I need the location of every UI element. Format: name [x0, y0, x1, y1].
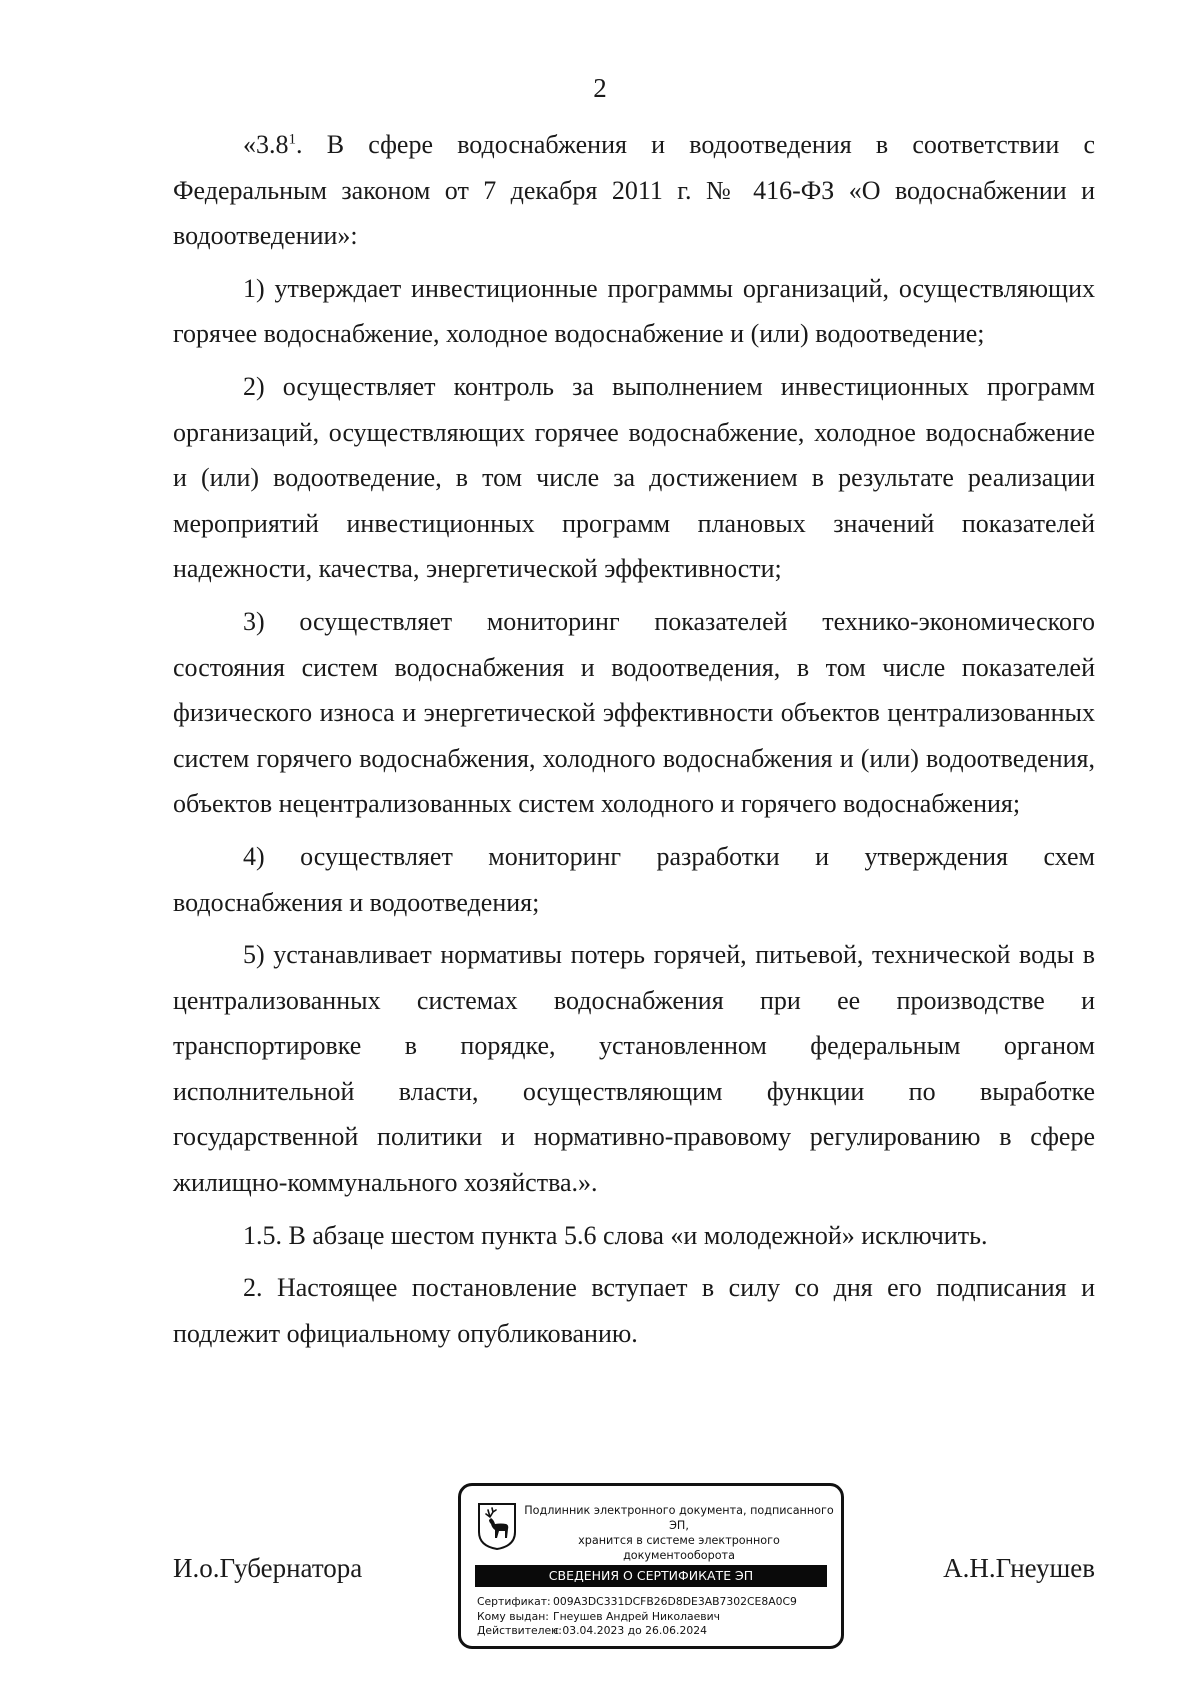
valid-value: с 03.04.2023 до 26.06.2024	[553, 1624, 707, 1637]
signatory-name: А.Н.Гнеушев	[943, 1553, 1095, 1583]
paragraph-text: . В сфере водоснабжения и водоотведения в соответствии с Федеральным законом от 7 декабря 2011 г. № 416-ФЗ «О водоснабжении и водоотведении»:	[173, 130, 1095, 251]
superscript: 1	[288, 131, 296, 148]
valid-label: Действителен:	[477, 1624, 562, 1637]
page-number: 2	[593, 73, 607, 103]
paragraph-item-2: 2) осуществляет контроль за выполнением инвестиционных программ организаций, осуществляющих горячее водоснабжение, холодное водоснабжение и (или) водоотведение, в том числе за достижением в результате реализации мероприятий инвестиционных программ плановых значений показателей надежности, качества, энергетической эффективности;	[173, 371, 1095, 584]
certificate-info	[477, 1595, 797, 1639]
electronic-signature-stamp	[458, 1483, 844, 1649]
valid-row	[477, 1624, 797, 1639]
paragraph-item-3: 3) осуществляет мониторинг показателей технико-экономического состояния систем водоснабжения и водоотведения, в том числе показателей физического износа и энергетической эффективности объектов централизованных систем горячего водоснабжения, холодного водоснабжения и (или) водоотведения, объектов нецентрализованных систем холодного и горячего водоснабжения;	[173, 606, 1095, 819]
deer-emblem-icon	[477, 1502, 517, 1550]
issued-to-label: Кому выдан:	[477, 1609, 549, 1623]
document-body	[173, 122, 1095, 1356]
paragraph-prefix: «3.8	[243, 130, 289, 159]
paragraph-item-1: 1) утверждает инвестиционные программы организаций, осуществляющих горячее водоснабжение, холодное водоснабжение и (или) водоотведение;	[173, 273, 1095, 349]
paragraph-item-5: 5) устанавливает нормативы потерь горячей, питьевой, технической воды в централизованных системах водоснабжения при ее производстве и транспортировке в порядке, установленном федеральным органом исполнительной власти, осуществляющим функции по выработке государственной политики и нормативно-правовому регулированию в сфере жилищно-коммунального хозяйства.».	[173, 940, 1095, 1198]
certificate-label: Сертификат:	[477, 1595, 551, 1608]
certificate-row	[477, 1595, 797, 1610]
paragraph-2: 2. Настоящее постановление вступает в силу со дня его подписания и подлежит официальному опубликованию.	[173, 1273, 1095, 1348]
signatory-position: И.о.Губернатора	[173, 1553, 363, 1583]
certificate-value: 009A3DC331DCFB26D8DE3AB7302CE8A0C9	[553, 1595, 797, 1608]
stamp-note-line: хранится в системе электронного документооборота	[578, 1534, 780, 1562]
paragraph-1-5: 1.5. В абзаце шестом пункта 5.6 слова «и молодежной» исключить.	[243, 1220, 988, 1250]
paragraph-item-4: 4) осуществляет мониторинг разработки и утверждения схем водоснабжения и водоотведения;	[173, 841, 1095, 917]
stamp-note	[523, 1503, 835, 1563]
issued-to-value: Гнеушев Андрей Николаевич	[553, 1609, 721, 1623]
stamp-header: СВЕДЕНИЯ О СЕРТИФИКАТЕ ЭП	[475, 1565, 827, 1587]
stamp-note-line: Подлинник электронного документа, подписанного ЭП,	[524, 1504, 834, 1532]
paragraph-3-8	[173, 122, 1095, 259]
issued-to-row	[477, 1610, 797, 1625]
